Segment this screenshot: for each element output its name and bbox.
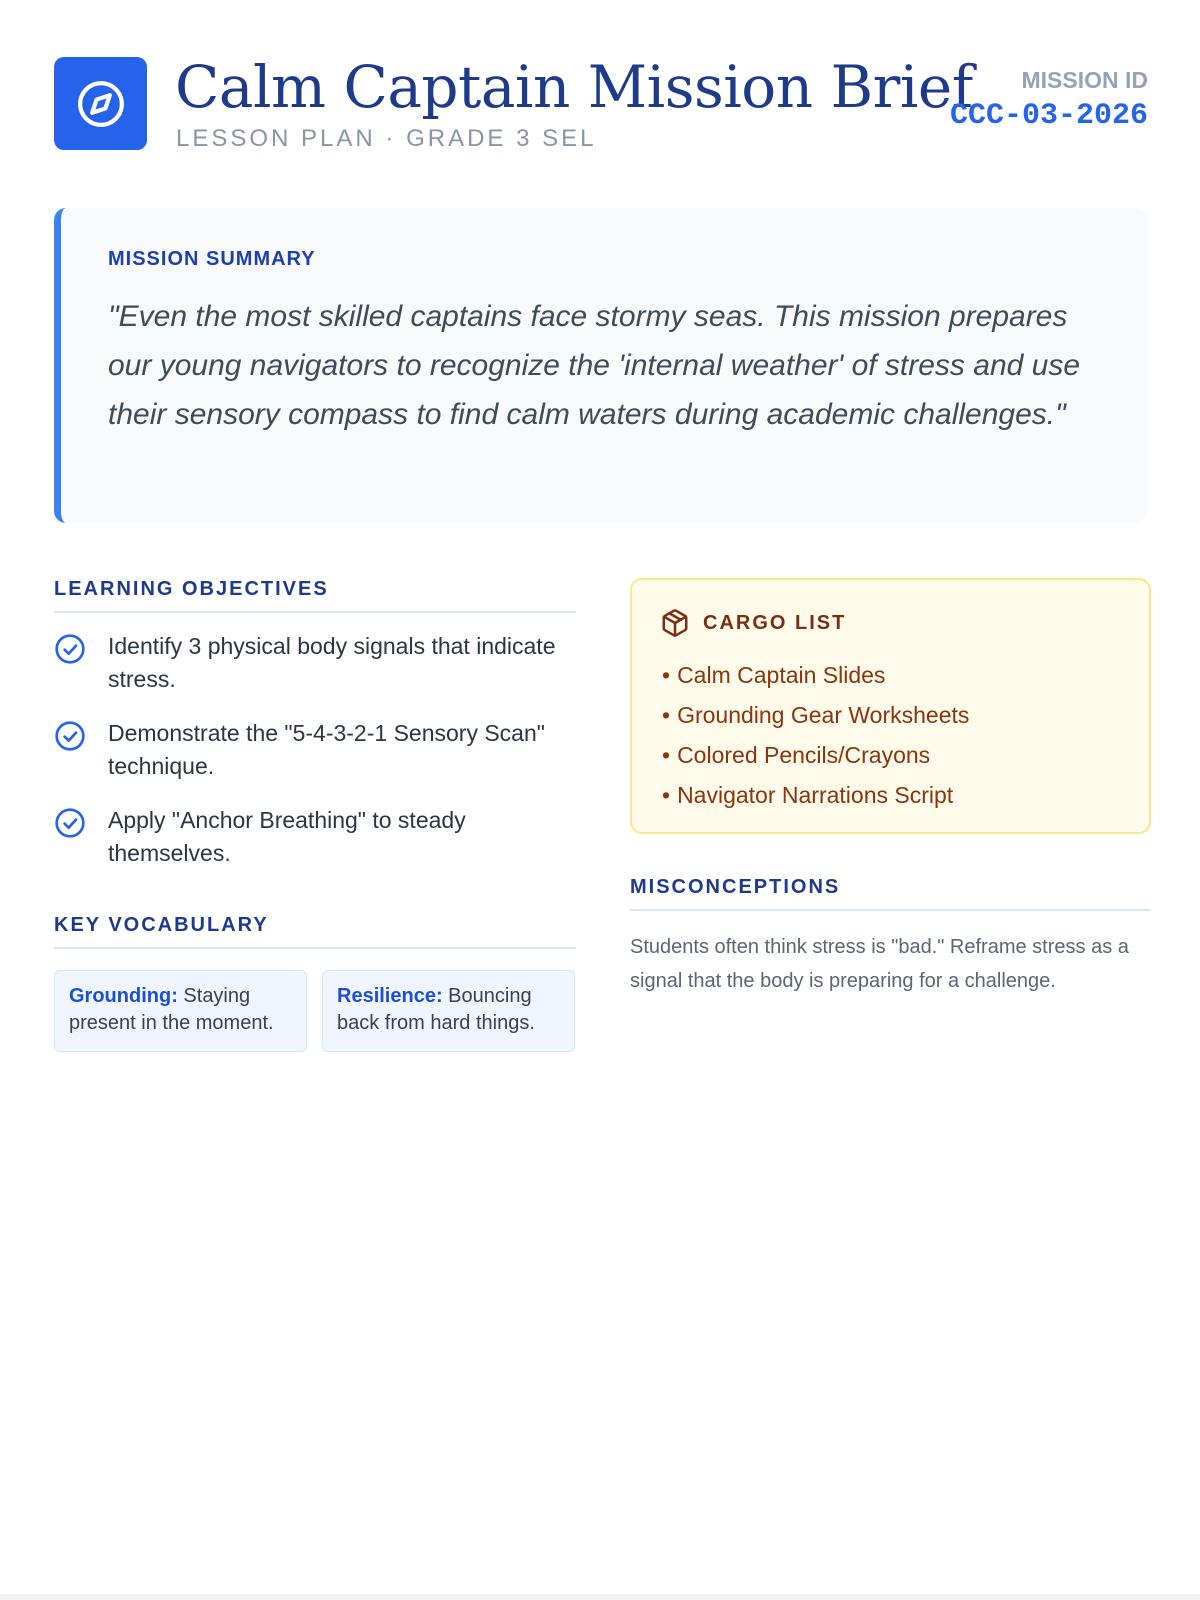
mission-summary-label: MISSION SUMMARY [108,248,316,270]
compass-icon [76,79,126,129]
mission-id-label: MISSION ID [1021,67,1148,93]
misconceptions-text: Students often think stress is "bad." Reframe stress as a signal that the body is preparing for a challenge. [630,936,1129,992]
check-circle-icon [54,807,86,839]
vocabulary-cards [54,970,576,1052]
objective-item [54,630,576,696]
misconceptions-heading: MISCONCEPTIONS [630,876,1151,911]
objective-item [54,717,576,783]
vocab-card-resilience [322,970,575,1052]
vocab-definition: Staying present in the moment. [69,985,274,1034]
learning-objectives-heading: LEARNING OBJECTIVES [54,578,576,613]
bullet-dot: • [662,742,671,768]
bullet-dot: • [662,662,671,688]
header [54,53,1148,152]
vocab-card-grounding [54,970,307,1052]
learning-objectives-list [54,630,576,891]
objective-text: Apply "Anchor Breathing" to steady themselves. [108,807,466,866]
cargo-item-text: Calm Captain Slides [677,662,886,688]
page-bottom-strip [0,1594,1200,1600]
cargo-list-panel [630,578,1151,834]
mission-summary-text: "Even the most skilled captains face stormy seas. This mission prepares our young navigators to recognize the 'internal weather' of stress and use their sensory compass to find calm waters during academic challenges." [108,300,1081,431]
key-vocabulary-heading: KEY VOCABULARY [54,914,576,949]
vocab-term: Grounding: [69,985,178,1007]
bullet-dot: • [662,702,671,728]
objective-text: Identify 3 physical body signals that indicate stress. [108,633,556,692]
check-circle-icon [54,633,86,665]
mission-id-value: CCC-03-2026 [949,99,1148,133]
page-title: Calm Captain Mission Brief [175,53,973,121]
cargo-item-text: Grounding Gear Worksheets [677,702,970,728]
bullet-dot: • [662,782,671,808]
package-icon [660,608,690,638]
objective-item [54,804,576,870]
cargo-items [662,655,969,815]
cargo-item-text: Navigator Narrations Script [677,782,954,808]
check-circle-icon [54,720,86,752]
cargo-list-header [660,608,846,638]
vocab-term: Resilience: [337,985,443,1007]
mission-summary-panel [54,208,1148,523]
objective-text: Demonstrate the "5-4-3-2-1 Sensory Scan" technique. [108,720,545,779]
cargo-item [662,775,969,815]
cargo-item-text: Colored Pencils/Crayons [677,742,931,768]
cargo-list-title: CARGO LIST [703,611,847,634]
cargo-item [662,655,969,695]
cargo-item [662,735,969,775]
cargo-item [662,695,969,735]
vocab-definition: Bouncing back from hard things. [337,985,535,1034]
page-subtitle: LESSON PLAN · GRADE 3 SEL [176,125,597,152]
logo-badge [54,57,147,150]
